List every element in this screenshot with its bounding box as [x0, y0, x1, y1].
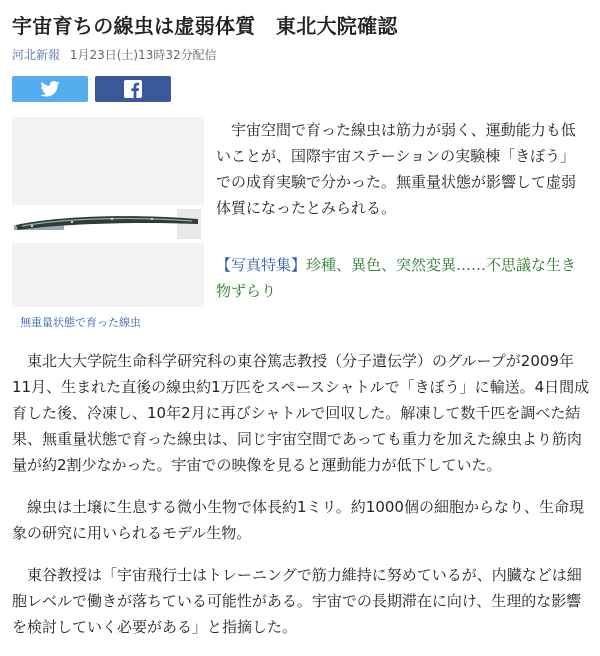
publish-datetime: 1月23日(土)13時32分配信 — [69, 48, 217, 62]
feature-tag[interactable]: 【写真特集】 — [216, 256, 307, 274]
body-paragraph: 東谷教授は「宇宙飛行士はトレーニングで筋力維持に努めているが、内臓などは細胞レベルで働きが落ちている可能性がある。宇宙での長期滞在に向け、生理的な影響を検討していく必要がある」と指摘した。 — [12, 566, 582, 636]
feature-text[interactable]: 珍種、異色、突然変異……不思議な生き物ずらり — [216, 256, 577, 300]
body-paragraph: 線虫は土壌に生息する微小生物で体長約1ミリ。約1000個の細胞からなり、生命現象の研究に用いられるモデル生物。 — [12, 498, 584, 542]
facebook-share-button[interactable] — [95, 76, 171, 102]
article-meta — [12, 46, 217, 63]
lead-paragraph — [216, 117, 588, 221]
photo-strip — [12, 205, 204, 243]
article-body — [12, 348, 590, 656]
feature-link[interactable] — [216, 252, 588, 304]
lead-text: 宇宙空間で育った線虫は筋力が弱く、運動能力も低いことが、国際宇宙ステーションの実験棟「きぼう」での成育実験で分かった。無重量状態が影響して虚弱体質になったとみられる。 — [216, 121, 577, 217]
twitter-bird-icon — [40, 81, 60, 97]
source-link[interactable]: 河北新報 — [12, 48, 61, 62]
article-photo[interactable] — [12, 117, 204, 307]
article-title: 宇宙育ちの線虫は虚弱体質 東北大院確認 — [12, 14, 398, 38]
body-paragraph: 東北大大学院生命科学研究科の東谷篤志教授（分子遺伝学）のグループが2009年11月、生まれた直後の線虫約1万匹をスペースシャトルで「きぼう」に輸送。4日間成育した後、冷凍し、10年2月に再びシャトルで回収した。解凍して数千匹を調べた結果、無重量状態で育った線虫は、同じ宇宙空間であっても重力を加えた線虫より筋肉量が約2割少なかった。宇宙での映像を見ると運動能力が低下していた。 — [12, 352, 590, 474]
twitter-share-button[interactable] — [12, 76, 88, 102]
nematode-image — [12, 205, 204, 243]
photo-caption[interactable]: 無重量状態で育った線虫 — [20, 316, 141, 329]
facebook-f-icon — [124, 80, 142, 98]
